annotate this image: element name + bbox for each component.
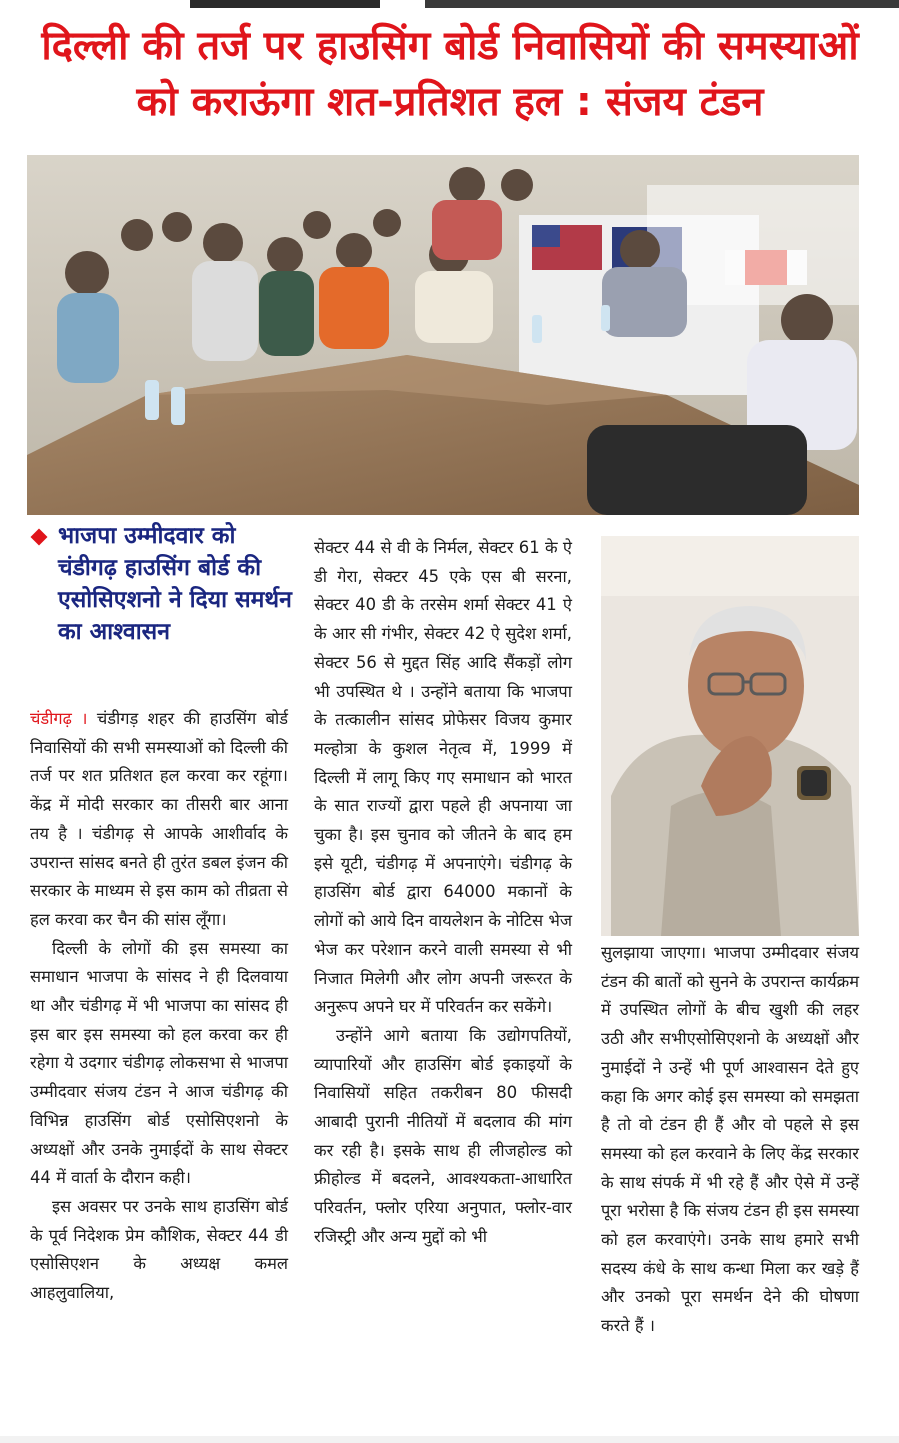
article-column-1 — [30, 705, 288, 1308]
subheadline — [30, 520, 300, 648]
dateline: चंडीगढ़ । — [30, 709, 88, 728]
top-strip-right — [425, 0, 899, 8]
paragraph: सेक्टर 44 से वी के निर्मल, सेक्टर 61 के ऐ डी गेरा, सेक्टर 45 एके एस बी सरना, सेक्टर 40 डी के तरसेम शर्मा सेक्टर 41 ऐ के आर सी गंभीर, सेक्टर 42 ऐ सुदेश शर्मा, सेक्टर 56 से मुद्दत सिंह आदि सैंकड़ों लोग भी उपस्थित थे । उन्होंने बताया कि भाजपा के तत्कालीन सांसद प्रोफेसर विजय कुमार मल्होत्रा के कुशल नेतृत्व में, 1999 में दिल्ली में लागू किए गए समाधान को भारत के सात राज्यों द्वारा पहले ही अपनाया जा चुका है। इस चुनाव को जीतने के बाद हम इसे यूटी, चंडीगढ़ में अपनाएंगे। चंडीगढ़ के हाउसिंग बोर्ड द्वारा 64000 मकानों के लोगों को आये दिन वायलेशन के नोटिस भेज भेज कर परेशान करने वाली समस्या से भी निजात मिलेगी और लोग अपनी जरूरत के अनुरूप अपने घर में परिवर्तन कर सकेंगे। — [314, 538, 572, 1017]
bottom-rule — [0, 1436, 899, 1443]
meeting-photo — [27, 155, 859, 515]
paragraph: सुलझाया जाएगा। भाजपा उम्मीदवार संजय टंडन की बातों को सुनने के उपरान्त कार्यक्रम में उपस्थित लोगों के बीच खुशी की लहर उठी और सभीएसोसिएशनो के अध्यक्षों और नुमाईदों ने उन्हें भी पूर्ण आश्वासन देते हुए कहा कि अगर कोई इस समस्या को समझता है तो वो टंडन ही हैं और वो पहले से इस समस्या को हल करवाने के लिए केंद्र सरकार के साथ संपर्क में भी रहे हैं और ऐसे में उन्हें पूरा भरोसा है कि संजय टंडन ही इस समस्या को हल करवाएंगे। उनके साथ हमारे सभी सदस्य कंधे के साथ कन्धा मिला कर खड़े हैं और उनको पूरा समर्थन देने की घोषणा करते हैं । — [601, 943, 859, 1336]
portrait-photo — [601, 536, 859, 936]
paragraph — [30, 705, 288, 935]
top-strip — [0, 0, 899, 8]
headline — [20, 18, 880, 130]
top-strip-left — [190, 0, 380, 8]
headline-line-2: को कराऊंगा शत-प्रतिशत हल : संजय टंडन — [136, 79, 764, 125]
paragraph-text: चंडीगड़ शहर की हाउसिंग बोर्ड निवासियों की सभी समस्याओं को दिल्ली की तर्ज पर शत प्रतिशत हल करवा कर रहूंगा। केंद्र में मोदी सरकार का तीसरी बार आना तय है । चंडीगढ़ से आपके आशीर्वाद के उपरान्त सांसद बनते ही तुरंत डबल इंजन की सरकार के माध्यम से इस काम को तीव्रता से हल करवा कर चैन की सांस लूँगा। — [30, 709, 288, 929]
article-column-3 — [601, 939, 859, 1341]
paragraph: उन्होंने आगे बताया कि उद्योगपतियों, व्यापारियों और हाउसिंग बोर्ड इकाइयों के निवासियों सहित तकरीबन 80 फीसदी आबादी पुरानी नीतियों में बदलाव की मांग कर रही है। इसके साथ ही लीजहोल्ड को फ्रीहोल्ड में बदलने, आवश्यकता-आधारित परिवर्तन, फ्लोर एरिया अनुपात, फ्लोर-वार रजिस्ट्री और अन्य मुद्दों को भी — [314, 1025, 572, 1246]
article-column-2 — [314, 534, 572, 1252]
paragraph: दिल्ली के लोगों की इस समस्या का समाधान भाजपा के सांसद ने ही दिलवाया था और चंडीगढ़ में भी भाजपा का सांसद ही इस बार इस समस्या को हल करवा कर ही रहेगा ये उदगार चंडीगढ़ लोकसभा से भाजपा उम्मीदवार संजय टंडन ने आज चंडीगढ़ की विभिन्न हाउसिंग बोर्ड एसोसिएशनो के अध्यक्षों और उनके नुमाईदों के साथ सेक्टर 44 में वार्ता के दौरान कही। — [30, 938, 288, 1188]
headline-line-1: दिल्ली की तर्ज पर हाउसिंग बोर्ड निवासियों की समस्याओं — [41, 23, 859, 69]
subheadline-text: भाजपा उम्मीदवार को चंडीगढ़ हाउसिंग बोर्ड की एसोसिएशनो ने दिया समर्थन का आश्वासन — [58, 523, 292, 645]
paragraph: इस अवसर पर उनके साथ हाउसिंग बोर्ड के पूर्व निदेशक प्रेम कौशिक, सेक्टर 44 डी एसोसिएशन के अध्यक्ष कमल आहलुवालिया, — [30, 1196, 288, 1303]
